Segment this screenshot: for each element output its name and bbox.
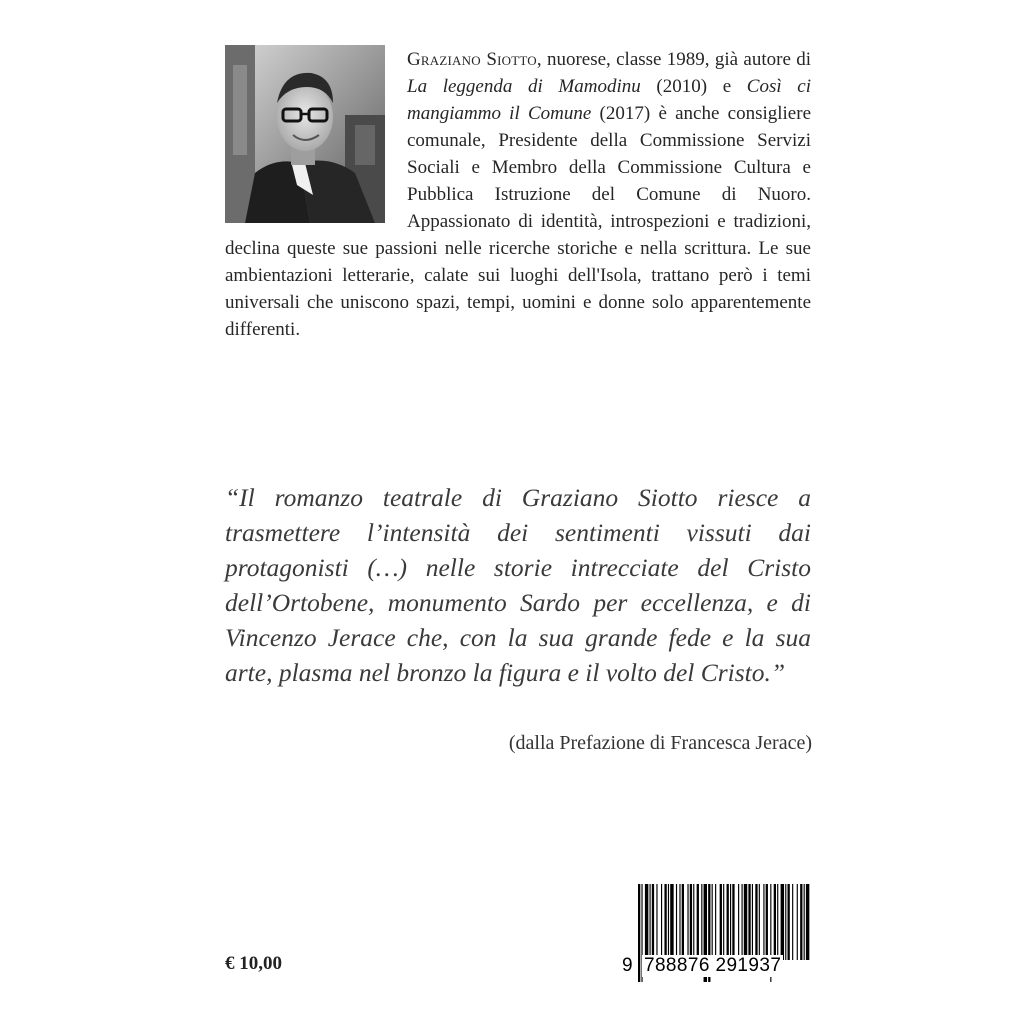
barcode-bar <box>650 884 651 960</box>
quote-attribution: (dalla Prefazione di Francesca Jerace) <box>508 732 812 754</box>
barcode-bar <box>638 884 640 982</box>
barcode-bar <box>788 884 790 960</box>
book-title-2: Così ci mangiammo il Comune <box>407 76 811 124</box>
barcode-bar <box>727 884 729 960</box>
barcode-bar <box>697 884 699 960</box>
barcode-bar <box>748 884 750 960</box>
barcode-bar <box>670 884 673 960</box>
barcode-bar <box>723 884 724 960</box>
barcode-bar <box>800 884 802 960</box>
bio-text-2: (2010) e <box>640 76 747 97</box>
barcode-bar <box>763 884 764 960</box>
barcode-bar <box>664 884 666 960</box>
barcode-bar <box>690 884 692 960</box>
barcode-first-digit: 9 <box>622 955 633 976</box>
barcode-bar <box>804 884 805 960</box>
bio-text-1: , nuorese, classe 1989, già autore di <box>536 49 811 70</box>
barcode-bar <box>645 884 648 960</box>
barcode-bar <box>693 884 694 960</box>
barcode-bar <box>752 884 753 960</box>
barcode-bar <box>712 884 713 960</box>
price-label: € 10,00 <box>225 953 282 974</box>
barcode-bar <box>759 884 760 960</box>
barcode-bar <box>720 884 722 960</box>
barcode-bar <box>652 884 654 960</box>
barcode-bar <box>679 884 680 960</box>
barcode-bar <box>701 884 702 960</box>
book-title-1: La leggenda di Mamodinu <box>407 76 641 97</box>
barcode-bar <box>738 884 739 960</box>
preface-quote: “Il romanzo teatrale di Graziano Siotto riesce a trasmettere l’intensità dei sentimenti vissuti dai protagonisti (…) nelle storie intrecciate del Cristo dell’Ortobene, monumento Sardo per eccellenza, e di Vincenzo Jerace che, con la sua grande fede e la sua arte, plasma nel bronzo la figura e il volto del Cristo.” <box>225 483 811 687</box>
barcode-bar <box>755 884 757 960</box>
barcode-bar <box>661 884 662 960</box>
barcode-digit-groups: 788876 291937 <box>644 955 782 976</box>
barcode-bar <box>777 884 778 960</box>
barcode-bar <box>797 884 798 960</box>
barcode-bar <box>792 884 793 960</box>
barcode-bar <box>742 884 743 960</box>
barcode-bar <box>732 884 734 960</box>
barcode-bar <box>668 884 669 960</box>
barcode-bar <box>656 884 657 960</box>
barcode-bar <box>766 884 768 960</box>
barcode-bar <box>682 884 684 960</box>
barcode-bar <box>806 884 809 960</box>
bio-text-3: (2017) è anche consigliere comunale, Presidente della Commissione Servizi Sociali e Membro della Commissione Cultura e Pubblica Istruzione del Comune di Nuoro. Appassionato di identità, introspezioni e tradizioni, declina queste sue passioni nelle ricerche storiche e nella scrittura. Le sue ambientazioni letterarie, calate sui luoghi dell'Isola, trattano però i temi universali che uniscono spazi, tempi, uomini e donne solo apparentemente differenti. <box>225 103 812 340</box>
barcode-bar <box>744 884 747 960</box>
barcode-bar <box>781 884 784 960</box>
barcode-bar <box>774 884 776 960</box>
barcode-bar <box>687 884 688 960</box>
author-bio <box>225 46 811 343</box>
barcode-bar <box>676 884 677 960</box>
author-name: Graziano Siotto <box>407 49 537 70</box>
barcode-bar <box>785 884 786 960</box>
barcode-bar <box>730 884 731 960</box>
barcode-bar <box>715 884 716 960</box>
